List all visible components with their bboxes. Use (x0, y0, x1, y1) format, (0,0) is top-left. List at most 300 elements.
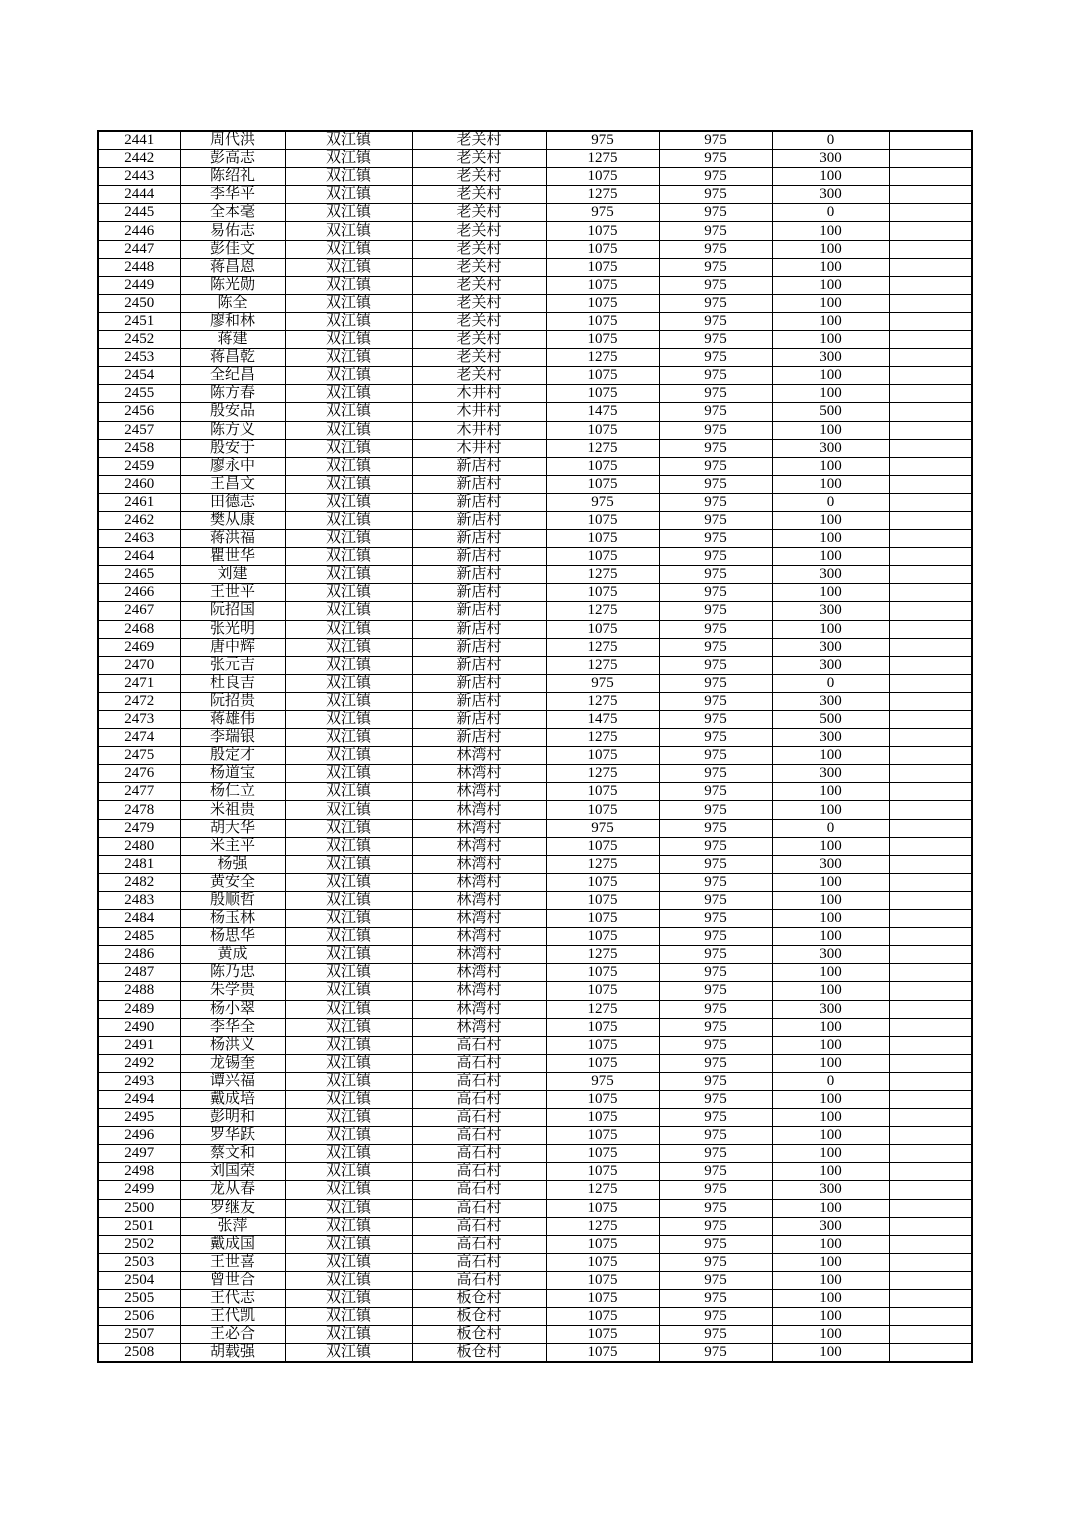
cell-note (889, 982, 972, 1000)
cell-base: 975 (659, 692, 772, 710)
cell-difference: 100 (772, 312, 889, 330)
cell-difference: 100 (772, 331, 889, 349)
table-row (98, 1253, 972, 1271)
cell-name: 殷顺哲 (180, 891, 285, 909)
cell-village: 林湾村 (412, 837, 546, 855)
cell-index: 2481 (98, 855, 180, 873)
table-row (98, 1072, 972, 1090)
cell-amount: 1275 (546, 602, 659, 620)
cell-name: 阮招国 (180, 602, 285, 620)
cell-difference: 100 (772, 258, 889, 276)
cell-base: 975 (659, 1181, 772, 1199)
cell-note (889, 837, 972, 855)
table-row (98, 873, 972, 891)
cell-base: 975 (659, 783, 772, 801)
cell-town: 双江镇 (285, 1344, 412, 1363)
table-row (98, 1199, 972, 1217)
table-row (98, 819, 972, 837)
cell-amount: 1275 (546, 349, 659, 367)
cell-amount: 1275 (546, 566, 659, 584)
cell-note (889, 783, 972, 801)
cell-note (889, 692, 972, 710)
cell-village: 新店村 (412, 656, 546, 674)
cell-village: 板仓村 (412, 1344, 546, 1363)
cell-difference: 100 (772, 837, 889, 855)
cell-index: 2456 (98, 403, 180, 421)
cell-village: 林湾村 (412, 1018, 546, 1036)
cell-note (889, 439, 972, 457)
cell-difference: 0 (772, 204, 889, 222)
cell-index: 2455 (98, 385, 180, 403)
cell-name: 全本毫 (180, 204, 285, 222)
cell-town: 双江镇 (285, 276, 412, 294)
cell-town: 双江镇 (285, 349, 412, 367)
cell-village: 高石村 (412, 1271, 546, 1289)
cell-difference: 100 (772, 1253, 889, 1271)
cell-village: 木井村 (412, 421, 546, 439)
table-row (98, 1036, 972, 1054)
cell-town: 双江镇 (285, 1145, 412, 1163)
cell-index: 2472 (98, 692, 180, 710)
cell-village: 老关村 (412, 312, 546, 330)
table-body (98, 131, 972, 1362)
table-row (98, 584, 972, 602)
table-row (98, 1018, 972, 1036)
cell-village: 高石村 (412, 1127, 546, 1145)
cell-town: 双江镇 (285, 566, 412, 584)
cell-note (889, 1199, 972, 1217)
cell-note (889, 1217, 972, 1235)
cell-base: 975 (659, 439, 772, 457)
table-row (98, 276, 972, 294)
cell-base: 975 (659, 910, 772, 928)
cell-amount: 1275 (546, 855, 659, 873)
cell-name: 王代凯 (180, 1308, 285, 1326)
cell-difference: 100 (772, 530, 889, 548)
cell-index: 2485 (98, 928, 180, 946)
cell-base: 975 (659, 403, 772, 421)
cell-base: 975 (659, 1163, 772, 1181)
table-row (98, 421, 972, 439)
cell-village: 高石村 (412, 1163, 546, 1181)
cell-village: 老关村 (412, 349, 546, 367)
cell-difference: 100 (772, 1308, 889, 1326)
table-row (98, 692, 972, 710)
cell-index: 2466 (98, 584, 180, 602)
cell-difference: 0 (772, 131, 889, 150)
cell-base: 975 (659, 801, 772, 819)
cell-index: 2454 (98, 367, 180, 385)
table-row (98, 910, 972, 928)
cell-note (889, 1090, 972, 1108)
cell-village: 老关村 (412, 331, 546, 349)
cell-base: 975 (659, 928, 772, 946)
cell-town: 双江镇 (285, 168, 412, 186)
table-row (98, 1145, 972, 1163)
cell-base: 975 (659, 584, 772, 602)
cell-index: 2494 (98, 1090, 180, 1108)
cell-note (889, 1253, 972, 1271)
cell-note (889, 457, 972, 475)
cell-village: 老关村 (412, 168, 546, 186)
cell-difference: 100 (772, 276, 889, 294)
cell-base: 975 (659, 873, 772, 891)
cell-village: 高石村 (412, 1145, 546, 1163)
cell-index: 2458 (98, 439, 180, 457)
table-row (98, 1109, 972, 1127)
cell-name: 蔡文和 (180, 1145, 285, 1163)
cell-town: 双江镇 (285, 982, 412, 1000)
cell-village: 新店村 (412, 548, 546, 566)
cell-name: 米祖贵 (180, 801, 285, 819)
cell-town: 双江镇 (285, 1235, 412, 1253)
cell-note (889, 1290, 972, 1308)
cell-difference: 300 (772, 566, 889, 584)
cell-village: 林湾村 (412, 1000, 546, 1018)
table-row (98, 168, 972, 186)
table-row (98, 258, 972, 276)
table-row (98, 530, 972, 548)
cell-town: 双江镇 (285, 1036, 412, 1054)
table-row (98, 1000, 972, 1018)
cell-town: 双江镇 (285, 891, 412, 909)
cell-town: 双江镇 (285, 439, 412, 457)
cell-town: 双江镇 (285, 602, 412, 620)
cell-amount: 1075 (546, 475, 659, 493)
cell-village: 林湾村 (412, 982, 546, 1000)
cell-name: 张萍 (180, 1217, 285, 1235)
cell-index: 2477 (98, 783, 180, 801)
cell-note (889, 258, 972, 276)
cell-index: 2499 (98, 1181, 180, 1199)
cell-difference: 300 (772, 729, 889, 747)
cell-base: 975 (659, 1199, 772, 1217)
cell-name: 刘建 (180, 566, 285, 584)
cell-note (889, 312, 972, 330)
cell-index: 2508 (98, 1344, 180, 1363)
cell-difference: 100 (772, 457, 889, 475)
cell-difference: 0 (772, 819, 889, 837)
cell-index: 2452 (98, 331, 180, 349)
cell-base: 975 (659, 819, 772, 837)
cell-village: 老关村 (412, 276, 546, 294)
cell-town: 双江镇 (285, 656, 412, 674)
cell-note (889, 1163, 972, 1181)
table-row (98, 240, 972, 258)
cell-amount: 1275 (546, 150, 659, 168)
cell-base: 975 (659, 1290, 772, 1308)
cell-difference: 0 (772, 674, 889, 692)
data-table (97, 130, 973, 1363)
cell-town: 双江镇 (285, 801, 412, 819)
cell-note (889, 367, 972, 385)
cell-town: 双江镇 (285, 457, 412, 475)
cell-note (889, 1018, 972, 1036)
cell-town: 双江镇 (285, 1308, 412, 1326)
cell-amount: 1275 (546, 656, 659, 674)
cell-name: 黄安全 (180, 873, 285, 891)
cell-note (889, 1036, 972, 1054)
cell-village: 高石村 (412, 1253, 546, 1271)
cell-village: 新店村 (412, 566, 546, 584)
cell-note (889, 674, 972, 692)
cell-town: 双江镇 (285, 873, 412, 891)
table-row (98, 1308, 972, 1326)
table-row (98, 331, 972, 349)
cell-note (889, 1127, 972, 1145)
cell-difference: 300 (772, 602, 889, 620)
cell-base: 975 (659, 331, 772, 349)
cell-village: 高石村 (412, 1199, 546, 1217)
cell-base: 975 (659, 1109, 772, 1127)
cell-note (889, 1235, 972, 1253)
cell-town: 双江镇 (285, 819, 412, 837)
cell-name: 杨强 (180, 855, 285, 873)
cell-index: 2502 (98, 1235, 180, 1253)
cell-amount: 1075 (546, 222, 659, 240)
cell-village: 新店村 (412, 602, 546, 620)
cell-base: 975 (659, 620, 772, 638)
cell-note (889, 620, 972, 638)
cell-name: 易佑志 (180, 222, 285, 240)
cell-name: 杨道宝 (180, 765, 285, 783)
cell-base: 975 (659, 258, 772, 276)
cell-note (889, 729, 972, 747)
cell-name: 蒋洪福 (180, 530, 285, 548)
cell-index: 2443 (98, 168, 180, 186)
cell-town: 双江镇 (285, 530, 412, 548)
cell-base: 975 (659, 602, 772, 620)
cell-amount: 1075 (546, 1344, 659, 1363)
cell-index: 2442 (98, 150, 180, 168)
cell-base: 975 (659, 385, 772, 403)
cell-name: 李华平 (180, 186, 285, 204)
cell-amount: 1075 (546, 511, 659, 529)
cell-base: 975 (659, 131, 772, 150)
cell-town: 双江镇 (285, 1072, 412, 1090)
cell-name: 殷定才 (180, 747, 285, 765)
cell-town: 双江镇 (285, 1163, 412, 1181)
cell-town: 双江镇 (285, 1199, 412, 1217)
cell-town: 双江镇 (285, 765, 412, 783)
cell-index: 2459 (98, 457, 180, 475)
cell-name: 瞿世华 (180, 548, 285, 566)
cell-amount: 1075 (546, 530, 659, 548)
cell-note (889, 765, 972, 783)
cell-difference: 300 (772, 1217, 889, 1235)
cell-base: 975 (659, 566, 772, 584)
table-row (98, 602, 972, 620)
table-row (98, 457, 972, 475)
cell-village: 高石村 (412, 1109, 546, 1127)
cell-index: 2464 (98, 548, 180, 566)
cell-base: 975 (659, 312, 772, 330)
cell-index: 2493 (98, 1072, 180, 1090)
cell-village: 林湾村 (412, 801, 546, 819)
cell-note (889, 1000, 972, 1018)
cell-amount: 1075 (546, 1036, 659, 1054)
cell-note (889, 276, 972, 294)
cell-name: 陈绍礼 (180, 168, 285, 186)
cell-index: 2441 (98, 131, 180, 150)
cell-village: 老关村 (412, 294, 546, 312)
cell-amount: 975 (546, 131, 659, 150)
cell-name: 杨思华 (180, 928, 285, 946)
cell-village: 新店村 (412, 475, 546, 493)
cell-difference: 100 (772, 1235, 889, 1253)
cell-name: 蒋昌恩 (180, 258, 285, 276)
cell-town: 双江镇 (285, 711, 412, 729)
cell-amount: 1075 (546, 1127, 659, 1145)
cell-difference: 100 (772, 1090, 889, 1108)
cell-difference: 0 (772, 493, 889, 511)
cell-note (889, 475, 972, 493)
cell-base: 975 (659, 891, 772, 909)
cell-town: 双江镇 (285, 150, 412, 168)
cell-base: 975 (659, 511, 772, 529)
cell-note (889, 186, 972, 204)
cell-base: 975 (659, 1127, 772, 1145)
cell-note (889, 403, 972, 421)
cell-name: 蒋建 (180, 331, 285, 349)
table-row (98, 674, 972, 692)
cell-difference: 300 (772, 439, 889, 457)
cell-note (889, 873, 972, 891)
table-row (98, 946, 972, 964)
cell-town: 双江镇 (285, 1326, 412, 1344)
cell-note (889, 204, 972, 222)
cell-amount: 1075 (546, 891, 659, 909)
cell-difference: 100 (772, 367, 889, 385)
cell-base: 975 (659, 964, 772, 982)
cell-index: 2486 (98, 946, 180, 964)
cell-town: 双江镇 (285, 1290, 412, 1308)
cell-note (889, 331, 972, 349)
cell-base: 975 (659, 946, 772, 964)
cell-amount: 1075 (546, 584, 659, 602)
cell-index: 2506 (98, 1308, 180, 1326)
cell-name: 陈方义 (180, 421, 285, 439)
cell-index: 2507 (98, 1326, 180, 1344)
cell-village: 新店村 (412, 530, 546, 548)
cell-difference: 100 (772, 475, 889, 493)
cell-amount: 975 (546, 819, 659, 837)
cell-note (889, 349, 972, 367)
cell-base: 975 (659, 1308, 772, 1326)
cell-difference: 500 (772, 711, 889, 729)
cell-index: 2463 (98, 530, 180, 548)
cell-index: 2476 (98, 765, 180, 783)
cell-index: 2482 (98, 873, 180, 891)
cell-amount: 1075 (546, 258, 659, 276)
cell-base: 975 (659, 1018, 772, 1036)
cell-amount: 1075 (546, 837, 659, 855)
cell-village: 老关村 (412, 131, 546, 150)
table-row (98, 312, 972, 330)
cell-name: 杨仁立 (180, 783, 285, 801)
cell-village: 高石村 (412, 1217, 546, 1235)
cell-amount: 1075 (546, 1145, 659, 1163)
cell-town: 双江镇 (285, 222, 412, 240)
cell-amount: 1075 (546, 1163, 659, 1181)
cell-difference: 300 (772, 349, 889, 367)
cell-village: 板仓村 (412, 1290, 546, 1308)
cell-name: 周代洪 (180, 131, 285, 150)
cell-name: 廖和林 (180, 312, 285, 330)
cell-amount: 1075 (546, 1054, 659, 1072)
cell-village: 林湾村 (412, 964, 546, 982)
cell-base: 975 (659, 530, 772, 548)
cell-note (889, 511, 972, 529)
cell-town: 双江镇 (285, 258, 412, 276)
cell-amount: 1075 (546, 747, 659, 765)
cell-amount: 975 (546, 1072, 659, 1090)
cell-amount: 1275 (546, 439, 659, 457)
cell-amount: 1075 (546, 1235, 659, 1253)
cell-note (889, 294, 972, 312)
cell-name: 胡载强 (180, 1344, 285, 1363)
cell-note (889, 602, 972, 620)
cell-index: 2451 (98, 312, 180, 330)
table-row (98, 729, 972, 747)
cell-amount: 1475 (546, 403, 659, 421)
cell-amount: 1075 (546, 928, 659, 946)
cell-name: 龙锡奎 (180, 1054, 285, 1072)
table-row (98, 349, 972, 367)
cell-name: 胡大华 (180, 819, 285, 837)
cell-base: 975 (659, 1000, 772, 1018)
table-row (98, 783, 972, 801)
cell-index: 2484 (98, 910, 180, 928)
cell-index: 2471 (98, 674, 180, 692)
cell-index: 2449 (98, 276, 180, 294)
cell-amount: 975 (546, 204, 659, 222)
cell-note (889, 1145, 972, 1163)
cell-difference: 100 (772, 801, 889, 819)
cell-base: 975 (659, 367, 772, 385)
cell-base: 975 (659, 1271, 772, 1289)
table-row (98, 711, 972, 729)
cell-town: 双江镇 (285, 946, 412, 964)
cell-town: 双江镇 (285, 1181, 412, 1199)
cell-village: 林湾村 (412, 910, 546, 928)
cell-town: 双江镇 (285, 1253, 412, 1271)
cell-note (889, 801, 972, 819)
cell-name: 陈全 (180, 294, 285, 312)
cell-difference: 100 (772, 783, 889, 801)
cell-difference: 100 (772, 1109, 889, 1127)
cell-amount: 1275 (546, 186, 659, 204)
cell-difference: 300 (772, 1181, 889, 1199)
cell-town: 双江镇 (285, 1018, 412, 1036)
cell-village: 高石村 (412, 1072, 546, 1090)
cell-amount: 975 (546, 674, 659, 692)
cell-index: 2470 (98, 656, 180, 674)
cell-note (889, 1109, 972, 1127)
cell-name: 彭佳文 (180, 240, 285, 258)
cell-index: 2457 (98, 421, 180, 439)
cell-index: 2462 (98, 511, 180, 529)
cell-village: 林湾村 (412, 819, 546, 837)
cell-difference: 100 (772, 511, 889, 529)
cell-name: 王昌文 (180, 475, 285, 493)
cell-difference: 100 (772, 240, 889, 258)
cell-town: 双江镇 (285, 1054, 412, 1072)
cell-base: 975 (659, 1217, 772, 1235)
cell-town: 双江镇 (285, 910, 412, 928)
cell-note (889, 1054, 972, 1072)
cell-amount: 1275 (546, 1217, 659, 1235)
